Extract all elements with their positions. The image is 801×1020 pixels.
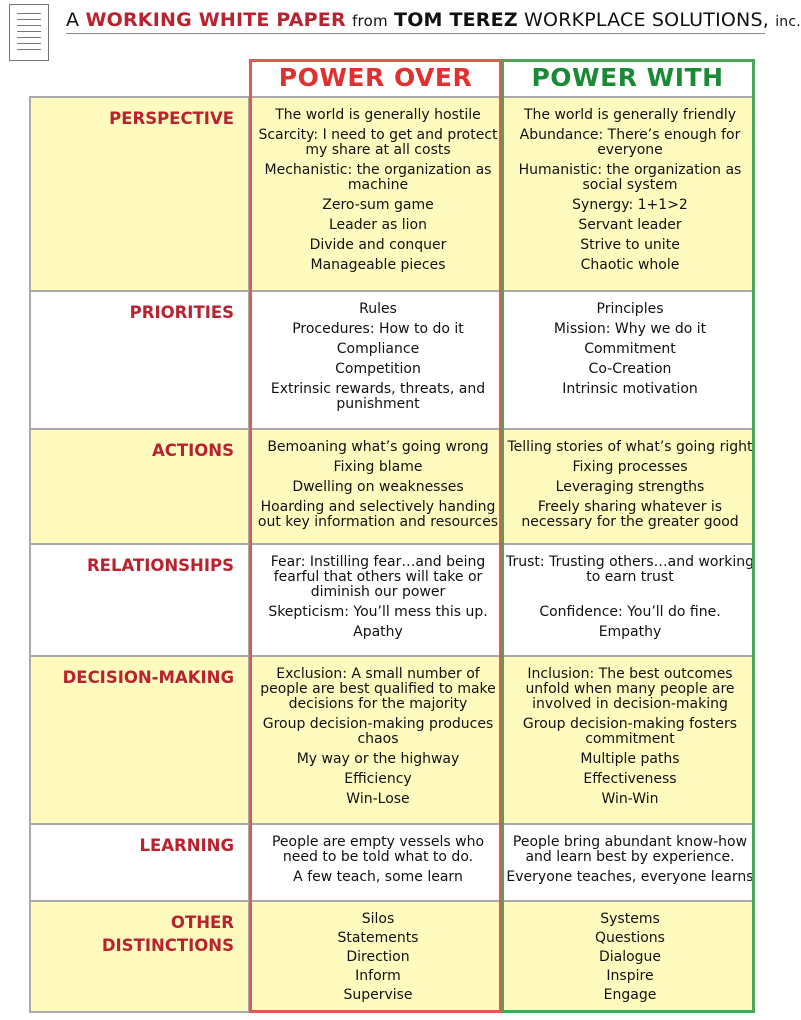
cell-power-over — [254, 835, 502, 890]
row-label — [30, 301, 234, 324]
cell-item: Effectiveness — [583, 771, 677, 787]
cell-item: Systems — [600, 911, 660, 927]
cell-power-with — [506, 667, 754, 812]
column-header-power-with: POWER WITH — [531, 63, 724, 92]
cell-item: Hoarding and selectively handing out key information and resources — [257, 499, 499, 530]
cell-item: Group decision-making produces chaos — [262, 716, 494, 747]
column-header-power-over: POWER OVER — [278, 63, 473, 92]
table-row — [30, 655, 753, 825]
table-row — [30, 823, 753, 902]
cell-item: Commitment — [584, 341, 676, 357]
cell-item: Intrinsic motivation — [562, 381, 698, 397]
cell-power-over — [254, 555, 502, 645]
cell-item: The world is generally hostile — [275, 107, 481, 123]
row-label-text: LEARNING — [139, 836, 234, 855]
cell-item: Inspire — [606, 968, 654, 984]
cell-item: Chaotic whole — [580, 257, 680, 273]
document-icon — [9, 4, 49, 61]
cell-item: Rules — [359, 301, 397, 317]
cell-item: Group decision-making fosters commitment — [522, 716, 738, 747]
cell-item: Skepticism: You’ll mess this up. — [268, 604, 488, 620]
cell-item: Co-Creation — [588, 361, 672, 377]
cell-power-over — [254, 108, 502, 278]
cell-item: Manageable pieces — [310, 257, 446, 273]
table-row — [30, 900, 753, 1013]
cell-item: Direction — [346, 949, 410, 965]
cell-item: Silos — [361, 911, 395, 927]
row-label — [30, 439, 234, 462]
cell-item: Supervise — [343, 987, 413, 1003]
cell-item: A few teach, some learn — [293, 869, 463, 885]
row-label-text: DECISION-MAKING — [62, 668, 234, 687]
cell-item: Extrinsic rewards, threats, and punishment — [270, 381, 486, 412]
cell-power-with — [506, 912, 754, 1007]
cell-item: Dwelling on weaknesses — [292, 479, 464, 495]
cell-item: Telling stories of what’s going right — [507, 439, 753, 455]
cell-power-over — [254, 302, 502, 417]
cell-item: Humanistic: the organization as social system — [518, 162, 742, 193]
row-label-text: OTHER — [170, 913, 234, 932]
cell-item: Trust: Trusting others…and working to earn trust — [506, 554, 754, 585]
cell-item: Fixing blame — [333, 459, 423, 475]
row-label — [30, 107, 234, 130]
cell-item: Procedures: How to do it — [292, 321, 464, 337]
table-row — [30, 428, 753, 545]
cell-power-with — [506, 440, 754, 535]
cell-item: Strive to unite — [580, 237, 680, 253]
cell-item: Zero-sum game — [322, 197, 434, 213]
cell-item: Bemoaning what’s going wrong — [267, 439, 489, 455]
cell-item: Competition — [335, 361, 421, 377]
cell-item: Everyone teaches, everyone learns — [506, 869, 754, 885]
table-row — [30, 96, 753, 292]
title-author: TOM TEREZ — [394, 9, 518, 31]
cell-item: Inform — [355, 968, 401, 984]
row-label — [30, 666, 234, 689]
title-inc: inc. — [775, 14, 801, 30]
title-from: from — [352, 12, 388, 30]
row-label — [30, 834, 234, 857]
row-label-text: PRIORITIES — [129, 303, 234, 322]
cell-item: Inclusion: The best outcomes unfold when many people are involved in decision-making — [525, 666, 735, 712]
cell-item: Mechanistic: the organization as machine — [264, 162, 492, 193]
cell-power-over — [254, 440, 502, 535]
cell-item: People are empty vessels who need to be told what to do. — [271, 834, 485, 865]
cell-item: Leader as lion — [329, 217, 427, 233]
cell-item: Multiple paths — [580, 751, 680, 767]
cell-power-with — [506, 835, 754, 890]
cell-item: Fear: Instilling fear…and being fearful that others will take or diminish our power — [270, 554, 486, 600]
cell-item: Abundance: There’s enough for everyone — [519, 127, 741, 158]
title-a: A — [66, 9, 80, 31]
cell-item: Engage — [603, 987, 657, 1003]
cell-item: Empathy — [598, 624, 662, 640]
table-bottom-border — [30, 1011, 753, 1013]
cell-item: Statements — [337, 930, 419, 946]
cell-item: Principles — [596, 301, 664, 317]
cell-power-over — [254, 667, 502, 812]
cell-item: Efficiency — [344, 771, 412, 787]
cell-item: Synergy: 1+1>2 — [572, 197, 688, 213]
cell-item: Win-Win — [601, 791, 659, 807]
row-label — [30, 554, 234, 577]
cell-item: Servant leader — [578, 217, 682, 233]
cell-item: My way or the highway — [296, 751, 460, 767]
cell-item: Apathy — [353, 624, 403, 640]
title-working-white-paper: WORKING WHITE PAPER — [85, 9, 346, 31]
cell-item: Win-Lose — [346, 791, 410, 807]
cell-power-with — [506, 108, 754, 278]
cell-power-with — [506, 302, 754, 402]
cell-item: Dialogue — [598, 949, 662, 965]
cell-item: Fixing processes — [572, 459, 688, 475]
row-label — [30, 911, 234, 957]
blank-line — [506, 590, 754, 605]
cell-item: Questions — [595, 930, 665, 946]
row-label-text: ACTIONS — [152, 441, 234, 460]
row-label-text: PERSPECTIVE — [109, 109, 234, 128]
cell-item: Divide and conquer — [309, 237, 447, 253]
cell-item: Leveraging strengths — [555, 479, 705, 495]
cell-item: Confidence: You’ll do fine. — [539, 604, 721, 620]
row-label-text: DISTINCTIONS — [101, 936, 234, 955]
row-label-text: RELATIONSHIPS — [86, 556, 234, 575]
table-divider — [248, 96, 250, 1012]
cell-item: Mission: Why we do it — [553, 321, 707, 337]
title-company: WORKPLACE SOLUTIONS, — [524, 9, 769, 31]
table-row — [30, 543, 753, 657]
cell-item: People bring abundant know-how and learn best by experience. — [512, 834, 748, 865]
cell-item: The world is generally friendly — [523, 107, 737, 123]
page-header — [0, 0, 801, 40]
cell-power-with — [506, 555, 754, 645]
cell-item: Exclusion: A small number of people are best qualified to make decisions for the majority — [260, 666, 496, 712]
page-title — [66, 9, 801, 31]
cell-item: Compliance — [336, 341, 420, 357]
cell-power-over — [254, 912, 502, 1007]
table-row — [30, 290, 753, 430]
header-rule — [66, 33, 765, 34]
table-left-border — [29, 96, 31, 1013]
cell-item: Freely sharing whatever is necessary for the greater good — [521, 499, 739, 530]
cell-item: Scarcity: I need to get and protect my share at all costs — [258, 127, 498, 158]
